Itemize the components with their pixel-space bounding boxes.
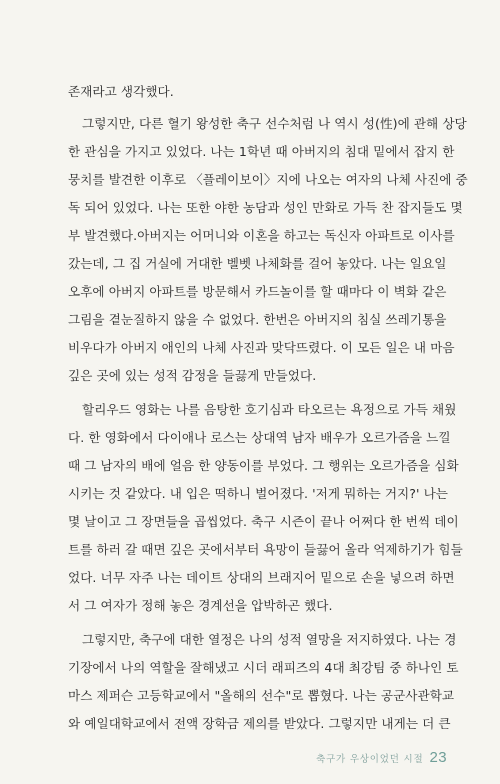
text-line-1: 존재라고 생각했다. xyxy=(68,84,174,99)
text-line-16: 몇 날이고 그 장면들을 곱씹었다. 축구 시즌이 끝나 어쩌다 한 번씩 데이 xyxy=(68,514,459,529)
text-line-23: 와 예일대학교에서 전액 장학금 제의를 받았다. 그렇지만 내게는 더 큰 xyxy=(68,716,451,731)
text-line-8: 오후에 아버지 아파트를 방문해서 카드놀이를 할 때마다 이 벽화 같은 xyxy=(68,284,447,299)
text-line-12: 할리우드 영화는 나를 음탕한 호기심과 타오르는 욕정으로 가득 채웠 xyxy=(82,402,457,417)
text-line-17: 트를 하러 갈 때면 깊은 곳에서부터 욕망이 들끓어 올라 억제하기가 힘들 xyxy=(68,542,463,557)
text-line-19: 서 그 여자가 정해 놓은 경계선을 압박하곤 했다. xyxy=(68,598,333,613)
text-line-21: 기장에서 나의 역할을 잘해냈고 시더 래피즈의 4대 최강팀 중 하나인 토 xyxy=(68,660,459,675)
text-line-9: 그림을 곁눈질하지 않을 수 없었다. 한번은 아버지의 침실 쓰레기통을 xyxy=(68,312,447,327)
text-line-22: 마스 제퍼슨 고등학교에서 "올해의 선수"로 뽑혔다. 나는 공군사관학교 xyxy=(68,688,455,703)
running-footer xyxy=(316,749,447,766)
page-number: 23 xyxy=(429,749,447,766)
text-line-6: 부 발견했다.아버지는 어머니와 이혼을 하고는 독신자 아파트로 이사를 xyxy=(68,228,455,243)
text-line-18: 었다. 너무 자주 나는 데이트 상대의 브래지어 밑으로 손을 넣으려 하면 xyxy=(68,570,455,585)
text-line-7: 갔는데, 그 집 거실에 거대한 벨벳 나체화를 걸어 놓았다. 나는 일요일 xyxy=(68,256,447,271)
text-line-4: 뭉치를 발견한 이후로 〈플레이보이〉지에 나오는 여자의 나체 사진에 중 xyxy=(68,172,468,187)
text-line-15: 시키는 것 같았다. 내 입은 떡하니 벌어졌다. '저게 뭐하는 거지?' 나는 xyxy=(68,486,449,501)
text-line-14: 때 그 남자의 배에 얼음 한 양동이를 부었다. 그 행위는 오르가즘을 심화 xyxy=(68,458,459,473)
text-line-2: 그렇지만, 다른 혈기 왕성한 축구 선수처럼 나 역시 성(性)에 관해 상당 xyxy=(82,116,467,131)
text-line-10: 비우다가 아버지 애인의 나체 사진과 맞닥뜨렸다. 이 모든 일은 내 마음 xyxy=(68,340,455,355)
text-line-20: 그렇지만, 축구에 대한 열정은 나의 성적 열망을 저지하였다. 나는 경 xyxy=(82,632,457,647)
chapter-title: 축구가 우상이었던 시절 xyxy=(316,754,424,765)
text-line-13: 다. 한 영화에서 다이애나 로스는 상대역 남자 배우가 오르가즘을 느낄 xyxy=(68,430,451,445)
text-line-3: 한 관심을 가지고 있었다. 나는 1학년 때 아버지의 침대 밑에서 잡지 한 xyxy=(68,144,455,159)
text-line-5: 독 되어 있었다. 나는 또한 야한 농담과 성인 만화로 가득 찬 잡지들도 몇 xyxy=(68,200,463,215)
text-line-11: 깊은 곳에 있는 성적 감정을 들끓게 만들었다. xyxy=(68,368,317,383)
